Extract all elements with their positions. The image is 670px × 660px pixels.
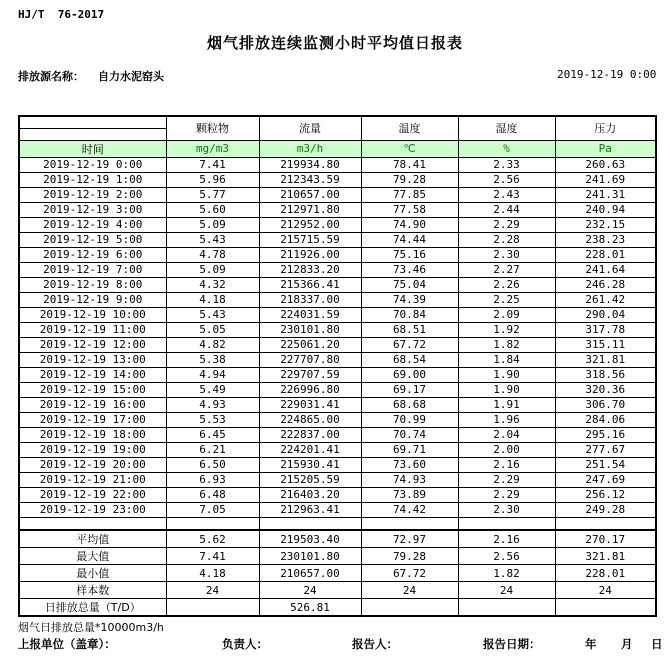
value-cell: 256.12 [555,487,656,502]
table-row [19,292,656,307]
table-row [19,157,656,172]
unit-pressure: Pa [555,140,656,157]
value-cell: 232.15 [555,217,656,232]
value-cell: 1.84 [458,352,555,367]
value-cell: 6.50 [166,457,259,472]
value-cell: 2.44 [458,202,555,217]
time-cell: 2019-12-19 16:00 [19,397,166,412]
empty-cell [166,517,259,530]
value-cell: 74.42 [361,502,458,517]
value-cell: 2.16 [458,457,555,472]
table-row [19,472,656,487]
value-cell: 230101.80 [259,322,361,337]
column-header-particulate: 颗粒物 [166,116,259,140]
value-cell: 284.06 [555,412,656,427]
value-cell: 318.56 [555,367,656,382]
unit-humidity: % [458,140,555,157]
separator-row [19,517,656,530]
summary-value-cell: 1.82 [458,565,555,582]
time-cell: 2019-12-19 8:00 [19,277,166,292]
value-cell: 75.04 [361,277,458,292]
table-row [19,412,656,427]
value-cell: 4.93 [166,397,259,412]
value-cell: 1.90 [458,382,555,397]
value-cell: 224201.41 [259,442,361,457]
value-cell: 69.00 [361,367,458,382]
value-cell: 5.43 [166,232,259,247]
value-cell: 74.44 [361,232,458,247]
summary-row [19,599,656,617]
table-row [19,502,656,517]
value-cell: 321.81 [555,352,656,367]
value-cell: 6.93 [166,472,259,487]
units-row [19,140,656,157]
value-cell: 70.99 [361,412,458,427]
value-cell: 222837.00 [259,427,361,442]
time-cell: 2019-12-19 7:00 [19,262,166,277]
month-label: 月 [621,637,633,651]
time-cell: 2019-12-19 9:00 [19,292,166,307]
summary-value-cell: 79.28 [361,548,458,565]
time-cell: 2019-12-19 13:00 [19,352,166,367]
value-cell: 240.94 [555,202,656,217]
value-cell: 238.23 [555,232,656,247]
summary-value-cell: 210657.00 [259,565,361,582]
value-cell: 2.09 [458,307,555,322]
value-cell: 212971.80 [259,202,361,217]
table-row [19,277,656,292]
value-cell: 5.09 [166,217,259,232]
unit-particulate: mg/m3 [166,140,259,157]
summary-value-cell: 67.72 [361,565,458,582]
value-cell: 2.29 [458,472,555,487]
table-row [19,187,656,202]
empty-cell [259,517,361,530]
summary-value-cell: 24 [458,582,555,599]
time-column-header: 时间 [19,140,166,157]
time-cell: 2019-12-19 6:00 [19,247,166,262]
time-cell: 2019-12-19 1:00 [19,172,166,187]
value-cell: 225061.20 [259,337,361,352]
value-cell: 7.05 [166,502,259,517]
value-cell: 2.25 [458,292,555,307]
value-cell: 2.33 [458,157,555,172]
value-cell: 5.49 [166,382,259,397]
value-cell: 6.21 [166,442,259,457]
value-cell: 216403.20 [259,487,361,502]
value-cell: 78.41 [361,157,458,172]
time-cell: 2019-12-19 21:00 [19,472,166,487]
value-cell: 241.31 [555,187,656,202]
footnote: 烟气日排放总量*10000m3/h [18,621,164,634]
time-cell: 2019-12-19 10:00 [19,307,166,322]
value-cell: 2.30 [458,247,555,262]
summary-value-cell: 24 [555,582,656,599]
value-cell: 1.92 [458,322,555,337]
value-cell: 1.90 [458,367,555,382]
header-row-1 [19,116,656,128]
value-cell: 228.01 [555,247,656,262]
value-cell: 315.11 [555,337,656,352]
year-label: 年 [585,637,597,651]
value-cell: 306.70 [555,397,656,412]
value-cell: 2.00 [458,442,555,457]
summary-label-cell: 最小值 [19,565,166,582]
summary-value-cell [361,599,458,617]
value-cell: 2.04 [458,427,555,442]
table-row [19,262,656,277]
value-cell: 224865.00 [259,412,361,427]
value-cell: 2.30 [458,502,555,517]
value-cell: 247.69 [555,472,656,487]
value-cell: 4.32 [166,277,259,292]
value-cell: 2.28 [458,232,555,247]
empty-cell [19,517,166,530]
value-cell: 2.29 [458,217,555,232]
time-cell: 2019-12-19 17:00 [19,412,166,427]
standard-number: HJ/T 76-2017 [18,8,105,21]
value-cell: 212343.59 [259,172,361,187]
value-cell: 210657.00 [259,187,361,202]
responsible-person-label: 负责人： [222,637,268,651]
summary-value-cell: 2.56 [458,548,555,565]
summary-value-cell: 219503.40 [259,530,361,548]
value-cell: 68.68 [361,397,458,412]
time-cell: 2019-12-19 3:00 [19,202,166,217]
value-cell: 70.74 [361,427,458,442]
value-cell: 211926.00 [259,247,361,262]
value-cell: 1.82 [458,337,555,352]
value-cell: 74.90 [361,217,458,232]
value-cell: 5.60 [166,202,259,217]
summary-value-cell [458,599,555,617]
time-cell: 2019-12-19 15:00 [19,382,166,397]
value-cell: 290.04 [555,307,656,322]
summary-value-cell: 2.16 [458,530,555,548]
value-cell: 295.16 [555,427,656,442]
value-cell: 74.39 [361,292,458,307]
column-header-humidity: 湿度 [458,116,555,140]
time-cell: 2019-12-19 2:00 [19,187,166,202]
summary-value-cell [555,599,656,617]
value-cell: 79.28 [361,172,458,187]
value-cell: 4.78 [166,247,259,262]
summary-row [19,565,656,582]
time-cell: 2019-12-19 18:00 [19,427,166,442]
time-cell: 2019-12-19 19:00 [19,442,166,457]
report-timestamp: 2019-12-19 0:00 [557,68,657,81]
value-cell: 73.89 [361,487,458,502]
summary-row [19,530,656,548]
summary-label-cell: 样本数 [19,582,166,599]
emission-source-line [18,68,164,84]
value-cell: 75.16 [361,247,458,262]
summary-value-cell: 4.18 [166,565,259,582]
value-cell: 212963.41 [259,502,361,517]
empty-cell [458,517,555,530]
summary-value-cell: 321.81 [555,548,656,565]
summary-value-cell: 228.01 [555,565,656,582]
value-cell: 2.27 [458,262,555,277]
value-cell: 5.09 [166,262,259,277]
table-row [19,202,656,217]
value-cell: 68.51 [361,322,458,337]
value-cell: 74.93 [361,472,458,487]
column-header-pressure: 压力 [555,116,656,140]
value-cell: 212833.20 [259,262,361,277]
empty-cell [361,517,458,530]
value-cell: 320.36 [555,382,656,397]
table-row [19,457,656,472]
reporting-unit-label: 上报单位（盖章）： [18,637,116,651]
value-cell: 227707.80 [259,352,361,367]
time-cell: 2019-12-19 22:00 [19,487,166,502]
value-cell: 2.26 [458,277,555,292]
value-cell: 77.58 [361,202,458,217]
summary-value-cell: 24 [259,582,361,599]
report-date-label: 报告日期： [483,637,541,651]
hourly-average-table [18,115,657,617]
day-label: 日 [651,637,663,651]
value-cell: 4.18 [166,292,259,307]
time-cell: 2019-12-19 5:00 [19,232,166,247]
summary-value-cell: 24 [361,582,458,599]
value-cell: 73.46 [361,262,458,277]
value-cell: 67.72 [361,337,458,352]
unit-temperature: ℃ [361,140,458,157]
summary-value-cell [166,599,259,617]
value-cell: 229031.41 [259,397,361,412]
summary-label-cell: 最大值 [19,548,166,565]
value-cell: 317.78 [555,322,656,337]
summary-value-cell: 526.81 [259,599,361,617]
value-cell: 5.77 [166,187,259,202]
value-cell: 1.96 [458,412,555,427]
time-cell: 2019-12-19 4:00 [19,217,166,232]
column-header-temperature: 温度 [361,116,458,140]
value-cell: 6.45 [166,427,259,442]
table-row [19,397,656,412]
value-cell: 241.69 [555,172,656,187]
value-cell: 229707.59 [259,367,361,382]
summary-row [19,582,656,599]
summary-row [19,548,656,565]
value-cell: 5.05 [166,322,259,337]
time-cell: 2019-12-19 12:00 [19,337,166,352]
value-cell: 218337.00 [259,292,361,307]
value-cell: 226996.80 [259,382,361,397]
time-cell: 2019-12-19 23:00 [19,502,166,517]
time-cell: 2019-12-19 20:00 [19,457,166,472]
value-cell: 69.17 [361,382,458,397]
value-cell: 215205.59 [259,472,361,487]
table-row [19,382,656,397]
header-stub-cell-2 [19,128,166,140]
value-cell: 215715.59 [259,232,361,247]
table-body [19,116,656,616]
table-row [19,247,656,262]
value-cell: 251.54 [555,457,656,472]
emission-source-name: 自力水泥窑头 [98,70,164,83]
table-row [19,322,656,337]
value-cell: 241.64 [555,262,656,277]
value-cell: 4.94 [166,367,259,382]
header-stub-cell-1 [19,116,166,128]
summary-value-cell: 7.41 [166,548,259,565]
value-cell: 69.71 [361,442,458,457]
table-row [19,367,656,382]
value-cell: 261.42 [555,292,656,307]
value-cell: 219934.80 [259,157,361,172]
summary-value-cell: 72.97 [361,530,458,548]
emission-source-label: 排放源名称： [18,70,84,83]
value-cell: 249.28 [555,502,656,517]
value-cell: 2.43 [458,187,555,202]
table-row [19,442,656,457]
time-cell: 2019-12-19 14:00 [19,367,166,382]
value-cell: 246.28 [555,277,656,292]
value-cell: 6.48 [166,487,259,502]
value-cell: 260.63 [555,157,656,172]
value-cell: 2.29 [458,487,555,502]
column-header-flow: 流量 [259,116,361,140]
summary-label-cell: 日排放总量（T/D） [19,599,166,617]
reporter-label: 报告人： [352,637,398,651]
value-cell: 5.38 [166,352,259,367]
table-row [19,427,656,442]
summary-value-cell: 230101.80 [259,548,361,565]
value-cell: 5.53 [166,412,259,427]
page-title: 烟气排放连续监测小时平均值日报表 [206,34,463,52]
value-cell: 77.85 [361,187,458,202]
value-cell: 5.43 [166,307,259,322]
unit-flow: m3/h [259,140,361,157]
empty-cell [555,517,656,530]
table-row [19,172,656,187]
summary-value-cell: 24 [166,582,259,599]
summary-value-cell: 5.62 [166,530,259,548]
value-cell: 70.84 [361,307,458,322]
value-cell: 212952.00 [259,217,361,232]
summary-label-cell: 平均值 [19,530,166,548]
time-cell: 2019-12-19 11:00 [19,322,166,337]
table-row [19,217,656,232]
summary-value-cell: 270.17 [555,530,656,548]
value-cell: 224031.59 [259,307,361,322]
table-row [19,232,656,247]
value-cell: 73.60 [361,457,458,472]
value-cell: 4.82 [166,337,259,352]
table-row [19,307,656,322]
value-cell: 7.41 [166,157,259,172]
table-row [19,337,656,352]
table-row [19,352,656,367]
value-cell: 68.54 [361,352,458,367]
value-cell: 2.56 [458,172,555,187]
time-cell: 2019-12-19 0:00 [19,157,166,172]
value-cell: 1.91 [458,397,555,412]
value-cell: 277.67 [555,442,656,457]
value-cell: 5.96 [166,172,259,187]
value-cell: 215930.41 [259,457,361,472]
value-cell: 215366.41 [259,277,361,292]
table-row [19,487,656,502]
